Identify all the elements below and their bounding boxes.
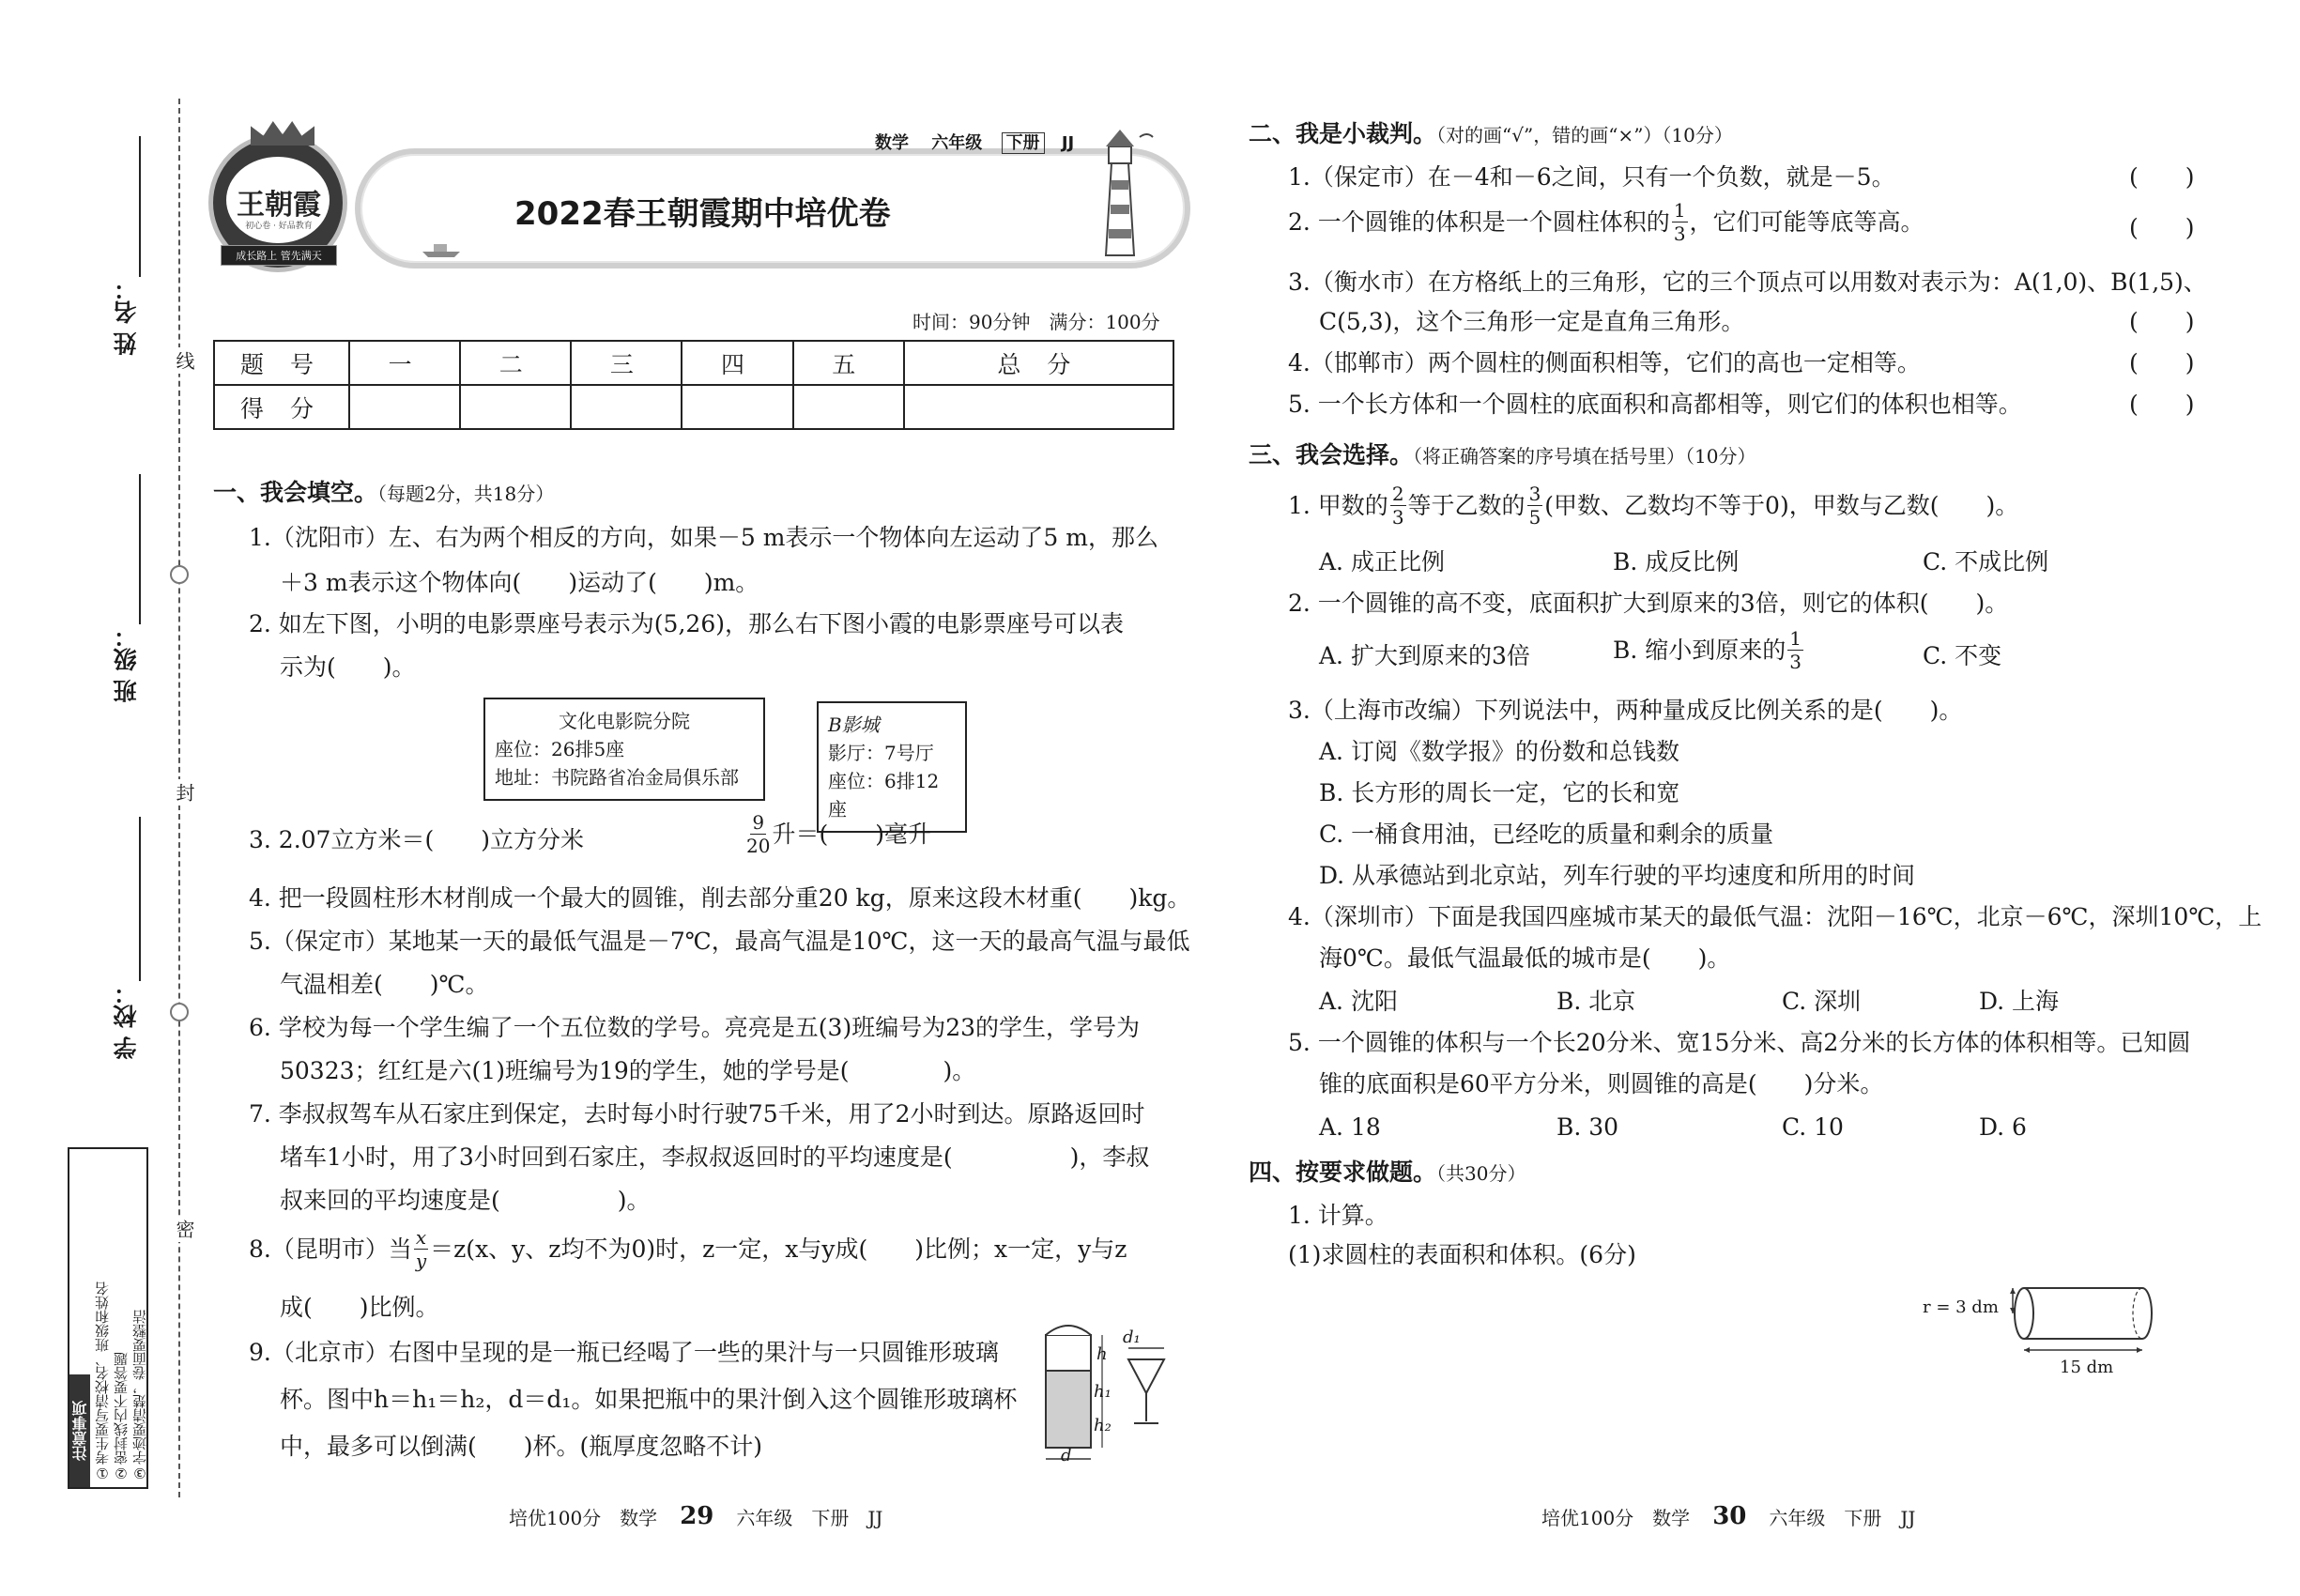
q1-9-line-b: 杯。图中h＝h₁＝h₂，d＝d₁。如果把瓶中的果汁倒入这个圆锥形玻璃杯 <box>280 1386 1018 1413</box>
score-table-header-row <box>214 341 1173 385</box>
diagram-label-h1: h₁ <box>1094 1382 1112 1402</box>
q1-6-line-b: 50323；红红是六(1)班编号为19的学生，她的学号是( )。 <box>280 1057 976 1084</box>
diagram-label-h: h <box>1096 1344 1108 1364</box>
q3-4-line-b: 海0℃。最低气温最低的城市是( )。 <box>1319 944 1731 972</box>
q2-3-line-a: 3.（衡水市）在方格纸上的三角形，它的三个顶点可以用数对表示为：A(1,0)、B(1,5)、 <box>1288 269 2207 296</box>
q1-9-line-a: 9.（北京市）右图中呈现的是一瓶已经喝了一些的果汁与一只圆锥形玻璃 <box>249 1339 999 1366</box>
q1-1-line-a: 1.（沈阳市）左、右为两个相反的方向，如果－5 m表示一个物体向左运动了5 m，那么 <box>249 524 1158 551</box>
section-4-note: （共30分） <box>1436 1162 1526 1185</box>
denominator: 3 <box>1391 506 1404 529</box>
logo-text: 王朝霞 <box>237 189 321 222</box>
cylinder-radius-label: r = 3 dm <box>1923 1297 1999 1317</box>
score-cell: 一 <box>349 341 460 385</box>
ticket-1-seat: 座位：26排5座 <box>495 738 625 760</box>
q3-1 <box>1288 484 2018 527</box>
q3-4-option-a[interactable]: A. 沈阳 <box>1319 988 1398 1015</box>
cut-mark-seal: 封 <box>171 779 198 806</box>
score-cell: 二 <box>460 341 571 385</box>
score-label-cell: 得 分 <box>214 385 349 429</box>
q3-4-line-a: 4.（深圳市）下面是我国四座城市某天的最低气温：沈阳－16℃，北京－6℃，深圳10℃，上 <box>1288 903 2262 930</box>
q3-1-option-c[interactable]: C. 不成比例 <box>1923 548 2049 575</box>
grade-text: 六年级 <box>931 133 983 153</box>
movie-ticket-1 <box>483 698 765 801</box>
q3-5-line-b: 锥的底面积是60平方分米，则圆锥的高是( )分米。 <box>1319 1070 1884 1097</box>
q3-4-option-b[interactable]: B. 北京 <box>1556 988 1636 1015</box>
q3-1-option-b[interactable]: B. 成反比例 <box>1613 548 1740 575</box>
note-3: ③字迹要清楚，卷面要整洁 <box>131 1310 148 1481</box>
section-2-title: 二、我是小裁判。 <box>1249 120 1437 147</box>
volume-text: 下册 <box>1002 132 1045 154</box>
q1-8-pre: 8.（昆明市）当 <box>249 1235 412 1263</box>
seal-dot-1 <box>170 565 189 584</box>
fraction-x-y <box>414 1228 428 1270</box>
section-3-note: （将正确答案的序号填在括号里）（10分） <box>1413 445 1756 468</box>
score-cell: 四 <box>682 341 792 385</box>
q3-3-option-b[interactable]: B. 长方形的周长一定，它的长和宽 <box>1319 779 1680 806</box>
q3-2-option-c[interactable]: C. 不变 <box>1923 642 2002 669</box>
denominator: 3 <box>1673 223 1686 245</box>
score-input-cell[interactable] <box>793 385 904 429</box>
q2-3-line-b: C(5,3)，这个三角形一定是直角三角形。 <box>1319 308 1745 335</box>
numerator: x <box>415 1226 427 1249</box>
footer-right-post: 六年级 下册 JJ <box>1769 1506 1916 1529</box>
footer-right <box>1541 1502 1915 1530</box>
name-line <box>139 136 141 277</box>
q1-8-line-a <box>249 1228 1127 1270</box>
numerator: 1 <box>1789 627 1802 650</box>
fraction-1-3 <box>1787 629 1803 671</box>
q2-5: 5. 一个长方体和一个圆柱的底面积和高都相等，则它们的体积也相等。 <box>1288 391 2022 418</box>
score-input-cell[interactable] <box>571 385 682 429</box>
page-title: 2022春王朝霞期中培优卷 <box>514 195 891 233</box>
score-cell: 题 号 <box>214 341 349 385</box>
q1-7-line-a: 7. 李叔叔驾车从石家庄到保定，去时每小时行驶75千米，用了2小时到达。原路返回时 <box>249 1100 1145 1128</box>
score-input-cell[interactable] <box>460 385 571 429</box>
numerator: 2 <box>1391 483 1404 505</box>
notes-box <box>68 1147 148 1489</box>
crown-icon <box>251 121 314 146</box>
section-4-heading <box>1249 1160 1526 1184</box>
q3-1-a: 1. 甲数的 <box>1288 492 1388 519</box>
q2-1-answer-paren[interactable]: ( ) <box>2129 163 2195 191</box>
q2-2-answer-paren[interactable]: ( ) <box>2129 214 2195 241</box>
q3-2: 2. 一个圆锥的高不变，底面积扩大到原来的3倍，则它的体积( )。 <box>1288 590 2009 617</box>
section-1-title: 一、我会填空。 <box>213 479 378 506</box>
q1-5-line-a: 5.（保定市）某地某一天的最低气温是－7℃，最高气温是10℃，这一天的最高气温与最低 <box>249 928 1190 955</box>
q4-1: 1. 计算。 <box>1288 1202 1388 1229</box>
section-4-title: 四、按要求做题。 <box>1249 1159 1437 1186</box>
q2-2 <box>1288 201 1924 243</box>
school-label: 学 校： <box>113 981 140 1060</box>
score-cell: 三 <box>571 341 682 385</box>
footer-left <box>509 1502 882 1530</box>
section-3-title: 三、我会选择。 <box>1249 441 1414 468</box>
q2-3-answer-paren[interactable]: ( ) <box>2129 308 2195 335</box>
score-input-cell[interactable] <box>349 385 460 429</box>
q1-9-line-c: 中，最多可以倒满( )杯。(瓶厚度忽略不计) <box>280 1433 763 1460</box>
section-1-heading <box>213 481 554 504</box>
score-table-score-row <box>214 385 1173 429</box>
ticket-2-hall: 影厅：7号厅 <box>828 742 934 764</box>
numerator: 1 <box>1673 199 1686 222</box>
diagram-label-h2: h₂ <box>1094 1416 1112 1435</box>
header-logo <box>208 133 347 272</box>
ticket-2-seat: 座位：6排12座 <box>828 770 940 821</box>
note-2: ②密封线内不要答题 <box>113 1352 130 1481</box>
subject-text: 数学 <box>875 133 909 153</box>
class-label: 班 级： <box>113 624 140 703</box>
q3-1-c: (甲数、乙数均不等于0)，甲数与乙数( )。 <box>1544 492 2019 519</box>
footer-left-post: 六年级 下册 JJ <box>736 1506 883 1529</box>
q1-8-line-b: 成( )比例。 <box>280 1294 439 1321</box>
edition-text: JJ <box>1061 133 1075 153</box>
section-3-heading <box>1249 443 1756 467</box>
q1-7-line-c: 叔来回的平均速度是( )。 <box>280 1187 651 1214</box>
fraction-3-5 <box>1527 484 1543 527</box>
q1-3-part-b-text: 升＝( )毫升 <box>772 821 931 848</box>
q1-5-line-b: 气温相差( )℃。 <box>280 971 489 998</box>
diagram-label-d1: d₁ <box>1123 1327 1141 1347</box>
section-2-heading <box>1249 122 1733 146</box>
q2-4-answer-paren[interactable]: ( ) <box>2129 349 2195 376</box>
q3-2-option-b-text: B. 缩小到原来的 <box>1613 637 1786 664</box>
q1-3-part-a: 3. 2.07立方米＝( )立方分米 <box>249 826 584 853</box>
header-subject-line <box>875 130 1074 154</box>
q3-3-option-c[interactable]: C. 一桶食用油，已经吃的质量和剩余的质量 <box>1319 821 1774 848</box>
q2-5-answer-paren[interactable]: ( ) <box>2129 391 2195 418</box>
q3-1-option-a[interactable]: A. 成正比例 <box>1319 548 1445 575</box>
q3-5-option-d[interactable]: D. 6 <box>1979 1113 2027 1141</box>
section-2-note: （对的画“√”，错的画“×”）（10分） <box>1436 124 1733 146</box>
ticket-2-title: B影城 <box>828 714 880 736</box>
q3-5-option-a[interactable]: A. 18 <box>1319 1113 1381 1141</box>
cut-mark-dense: 密 <box>171 1216 198 1242</box>
note-1: ①考生要写清校名、班级和姓名 <box>94 1281 111 1481</box>
q1-4: 4. 把一段圆柱形木材削成一个最大的圆锥，削去部分重20 kg，原来这段木材重( )kg。 <box>249 884 1191 912</box>
logo-ribbon: 成长路上 管先满天 <box>221 245 337 266</box>
denominator: 3 <box>1789 651 1802 673</box>
denominator: 20 <box>746 835 771 857</box>
q4-1-1: (1)求圆柱的表面积和体积。(6分) <box>1288 1241 1636 1268</box>
numerator: 3 <box>1528 483 1541 505</box>
cut-mark-line: 线 <box>171 347 198 374</box>
q2-2-post: ，它们可能等底等高。 <box>1689 208 1924 236</box>
lighthouse-icon <box>1078 124 1162 265</box>
q1-2-line-a: 2. 如左下图，小明的电影票座号表示为(5,26)，那么右下图小霞的电影票座号可以表 <box>249 610 1124 637</box>
q3-3-option-a[interactable]: A. 订阅《数学报》的份数和总钱数 <box>1319 738 1679 765</box>
ticket-1-address: 地址：书院路省冶金局俱乐部 <box>495 766 739 789</box>
school-line <box>139 817 141 981</box>
q3-3-option-d[interactable]: D. 从承德站到北京站，列车行驶的平均速度和所用的时间 <box>1319 862 1916 889</box>
fraction-1-3 <box>1672 201 1688 243</box>
binding-strip <box>0 0 195 1596</box>
q1-7-line-b: 堵车1小时，用了3小时回到石家庄，李叔叔返回时的平均速度是( )，李叔 <box>280 1143 1150 1171</box>
q3-2-option-b[interactable] <box>1613 629 1805 671</box>
q1-1-line-b: ＋3 m表示这个物体向( )运动了( )m。 <box>280 569 759 596</box>
q3-5-option-b[interactable]: B. 30 <box>1556 1113 1619 1141</box>
q1-8-post: ＝z(x、y、z均不为0)时，z一定，x与y成( )比例；x一定，y与z <box>430 1235 1127 1263</box>
time-info: 时间：90分钟 满分：100分 <box>912 311 1160 333</box>
fraction-2-3 <box>1390 484 1406 527</box>
denominator: 5 <box>1528 506 1541 529</box>
score-cell: 五 <box>793 341 904 385</box>
score-input-cell[interactable] <box>904 385 1173 429</box>
q3-3: 3.（上海市改编）下列说法中，两种量成反比例关系的是( )。 <box>1288 697 1963 724</box>
q3-2-option-a[interactable]: A. 扩大到原来的3倍 <box>1319 642 1530 669</box>
q1-2-line-b: 示为( )。 <box>280 653 416 681</box>
cylinder-diagram <box>2009 1282 2159 1358</box>
q2-2-pre: 2. 一个圆锥的体积是一个圆柱体积的 <box>1288 208 1670 236</box>
notes-title: 注意事项 <box>69 1374 90 1487</box>
ticket-1-title: 文化电影院分院 <box>559 710 690 732</box>
diagram-label-d: d <box>1061 1446 1072 1466</box>
numerator: 9 <box>752 811 765 834</box>
q3-5-option-c[interactable]: C. 10 <box>1782 1113 1844 1141</box>
q2-4: 4.（邯郸市）两个圆柱的侧面积相等，它们的高也一定相等。 <box>1288 349 1921 376</box>
fraction-9-20 <box>746 813 770 855</box>
section-1-note: （每题2分，共18分） <box>377 483 555 505</box>
logo-small-text: 初心卷 · 好品教育 <box>245 222 313 231</box>
q3-4-option-c[interactable]: C. 深圳 <box>1782 988 1862 1015</box>
boat-icon <box>421 238 462 259</box>
q3-1-b: 等于乙数的 <box>1407 492 1526 519</box>
score-input-cell[interactable] <box>682 385 792 429</box>
q1-3-part-b <box>744 813 931 855</box>
seal-dot-2 <box>170 1003 189 1021</box>
footer-left-pre: 培优100分 数学 <box>509 1506 658 1529</box>
footer-right-pre: 培优100分 数学 <box>1541 1506 1691 1529</box>
denominator: y <box>415 1250 427 1272</box>
q3-4-option-d[interactable]: D. 上海 <box>1979 988 2060 1015</box>
page-number-left: 29 <box>680 1502 714 1530</box>
q2-1: 1.（保定市）在－4和－6之间，只有一个负数，就是－5。 <box>1288 163 1895 191</box>
q1-6-line-a: 6. 学校为每一个学生编了一个五位数的学号。亮亮是五(3)班编号为23的学生，学号为 <box>249 1014 1141 1041</box>
cylinder-length-label: 15 dm <box>2060 1358 2114 1377</box>
name-label: 姓 名： <box>113 277 140 356</box>
class-line <box>139 474 141 624</box>
q3-5-line-a: 5. 一个圆锥的体积与一个长20分米、宽15分米、高2分米的长方体的体积相等。已知圆 <box>1288 1029 2191 1056</box>
score-table <box>213 340 1174 430</box>
page-number-right: 30 <box>1712 1502 1747 1530</box>
score-cell: 总 分 <box>904 341 1173 385</box>
